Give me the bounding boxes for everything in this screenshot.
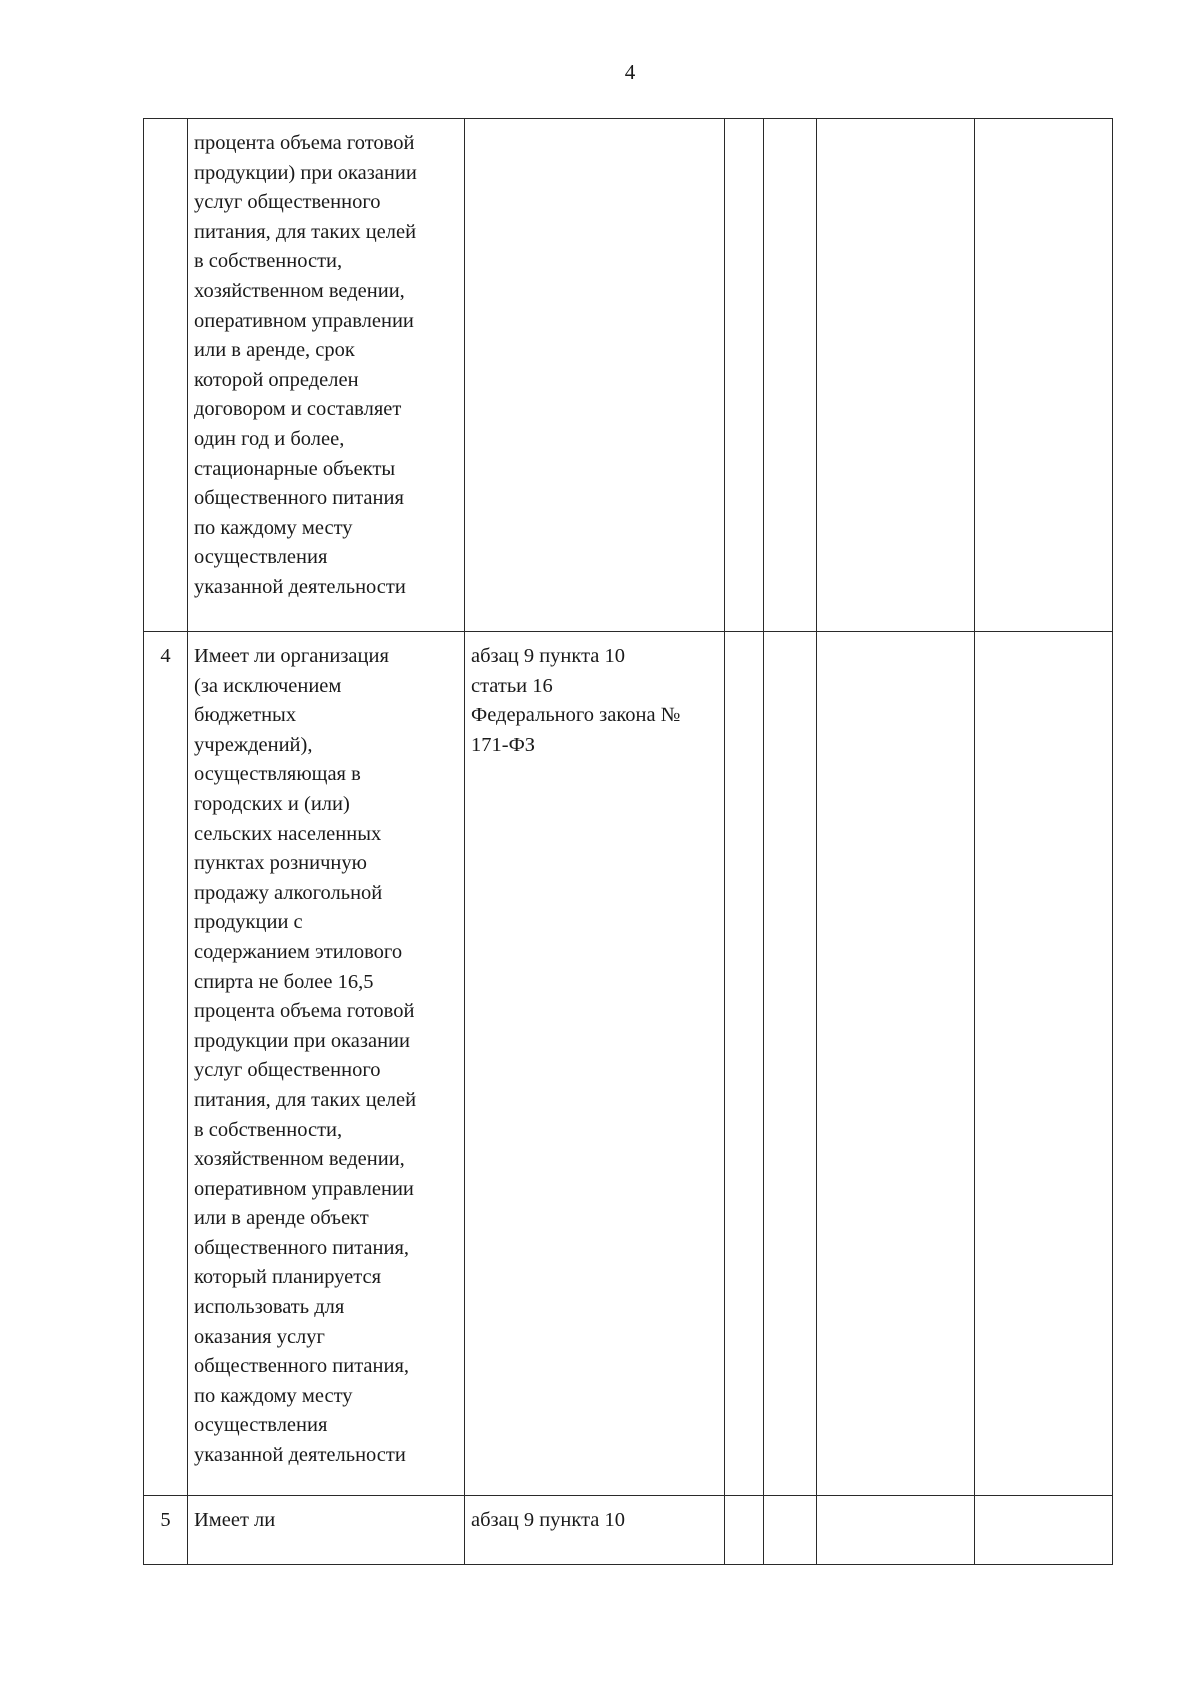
question-text-line: договором и составляет [194, 398, 402, 421]
answer-no-cell [764, 632, 817, 1496]
question-text-line: хозяйственном ведении, [194, 1148, 405, 1171]
question-text-line: по каждому месту [194, 516, 353, 539]
question-text-line: указанной деятельности [194, 575, 406, 598]
reference-text-line: статьи 16 [471, 674, 553, 697]
question-text-line: оперативном управлении [194, 1177, 414, 1200]
reference-text-line: 171-ФЗ [471, 733, 536, 756]
question-text-line: питания, для таких целей [194, 220, 417, 243]
question-text-line: использовать для [194, 1296, 345, 1319]
question-text-line: спирта не более 16,5 [194, 970, 374, 993]
answer-yes-cell [725, 1496, 764, 1565]
question-text-line: процента объема готовой [194, 132, 415, 154]
question-text-line: городских и (или) [194, 792, 350, 815]
question-text-line: процента объема готовой [194, 1000, 415, 1023]
question-text-line: бюджетных [194, 704, 297, 727]
question-text-line: содержанием этилового [194, 940, 403, 963]
question-text-line: услуг общественного [194, 191, 381, 214]
legal-reference-cell [465, 1496, 725, 1565]
note-cell [975, 632, 1113, 1496]
table-row [144, 1496, 1113, 1565]
table-row [144, 119, 1113, 632]
question-text-line: продукции при оказании [194, 1029, 410, 1052]
question-cell [188, 632, 465, 1496]
question-text-line: осуществления [194, 1414, 328, 1437]
answer-yes-cell [725, 119, 764, 632]
question-text-line: сельских населенных [194, 822, 382, 845]
question-text-line: общественного питания [194, 487, 404, 510]
question-text-line: продажу алкогольной [194, 881, 383, 904]
page-number: 4 [624, 60, 636, 84]
reference-text-line: абзац 9 пункта 10 [471, 645, 626, 667]
question-text-line: по каждому месту [194, 1384, 353, 1407]
question-text-line: (за исключением [194, 674, 342, 697]
question-text-line: или в аренде объект [194, 1207, 369, 1230]
reference-text-line: абзац 9 пункта 10 [471, 1509, 626, 1531]
question-text-line: учреждений), [194, 733, 313, 756]
row-number-cell: 5 [144, 1496, 188, 1565]
question-text-line: хозяйственном ведении, [194, 279, 405, 302]
question-text-line: один год и более, [194, 427, 345, 450]
question-text-line: в собственности, [194, 250, 343, 273]
answer-no-cell [764, 1496, 817, 1565]
table-row [144, 632, 1113, 1496]
not-applicable-cell [817, 119, 975, 632]
question-text-line: услуг общественного [194, 1059, 381, 1082]
question-cell [188, 1496, 465, 1565]
question-text-line: питания, для таких целей [194, 1088, 417, 1111]
question-text-line: оперативном управлении [194, 309, 414, 332]
question-cell [188, 119, 465, 632]
question-text-line: общественного питания, [194, 1355, 409, 1378]
row-number-cell: 4 [144, 632, 188, 1496]
answer-no-cell [764, 119, 817, 632]
legal-reference-cell [465, 632, 725, 1496]
question-text-line: осуществляющая в [194, 763, 361, 786]
answer-yes-cell [725, 632, 764, 1496]
row-number-cell [144, 119, 188, 632]
question-text-line: который планируется [194, 1266, 381, 1289]
reference-text-line: Федерального закона № [471, 704, 681, 727]
question-text-line: осуществления [194, 546, 328, 569]
question-text-line: продукции) при оказании [194, 161, 417, 184]
question-text-line: оказания услуг [194, 1325, 325, 1348]
question-text-line: продукции с [194, 911, 303, 934]
question-text-line: указанной деятельности [194, 1444, 406, 1467]
question-text-line: стационарные объекты [194, 457, 396, 480]
note-cell [975, 119, 1113, 632]
checklist-table [143, 118, 1113, 1565]
question-text-line: в собственности, [194, 1118, 343, 1141]
question-text-line: пунктах розничную [194, 852, 367, 875]
note-cell [975, 1496, 1113, 1565]
not-applicable-cell [817, 632, 975, 1496]
legal-reference-cell [465, 119, 725, 632]
not-applicable-cell [817, 1496, 975, 1565]
question-text-line: общественного питания, [194, 1236, 409, 1259]
question-text-line: которой определен [194, 368, 359, 391]
question-text-line: Имеет ли [194, 1509, 276, 1531]
question-text-line: Имеет ли организация [194, 645, 389, 667]
question-text-line: или в аренде, срок [194, 339, 355, 362]
